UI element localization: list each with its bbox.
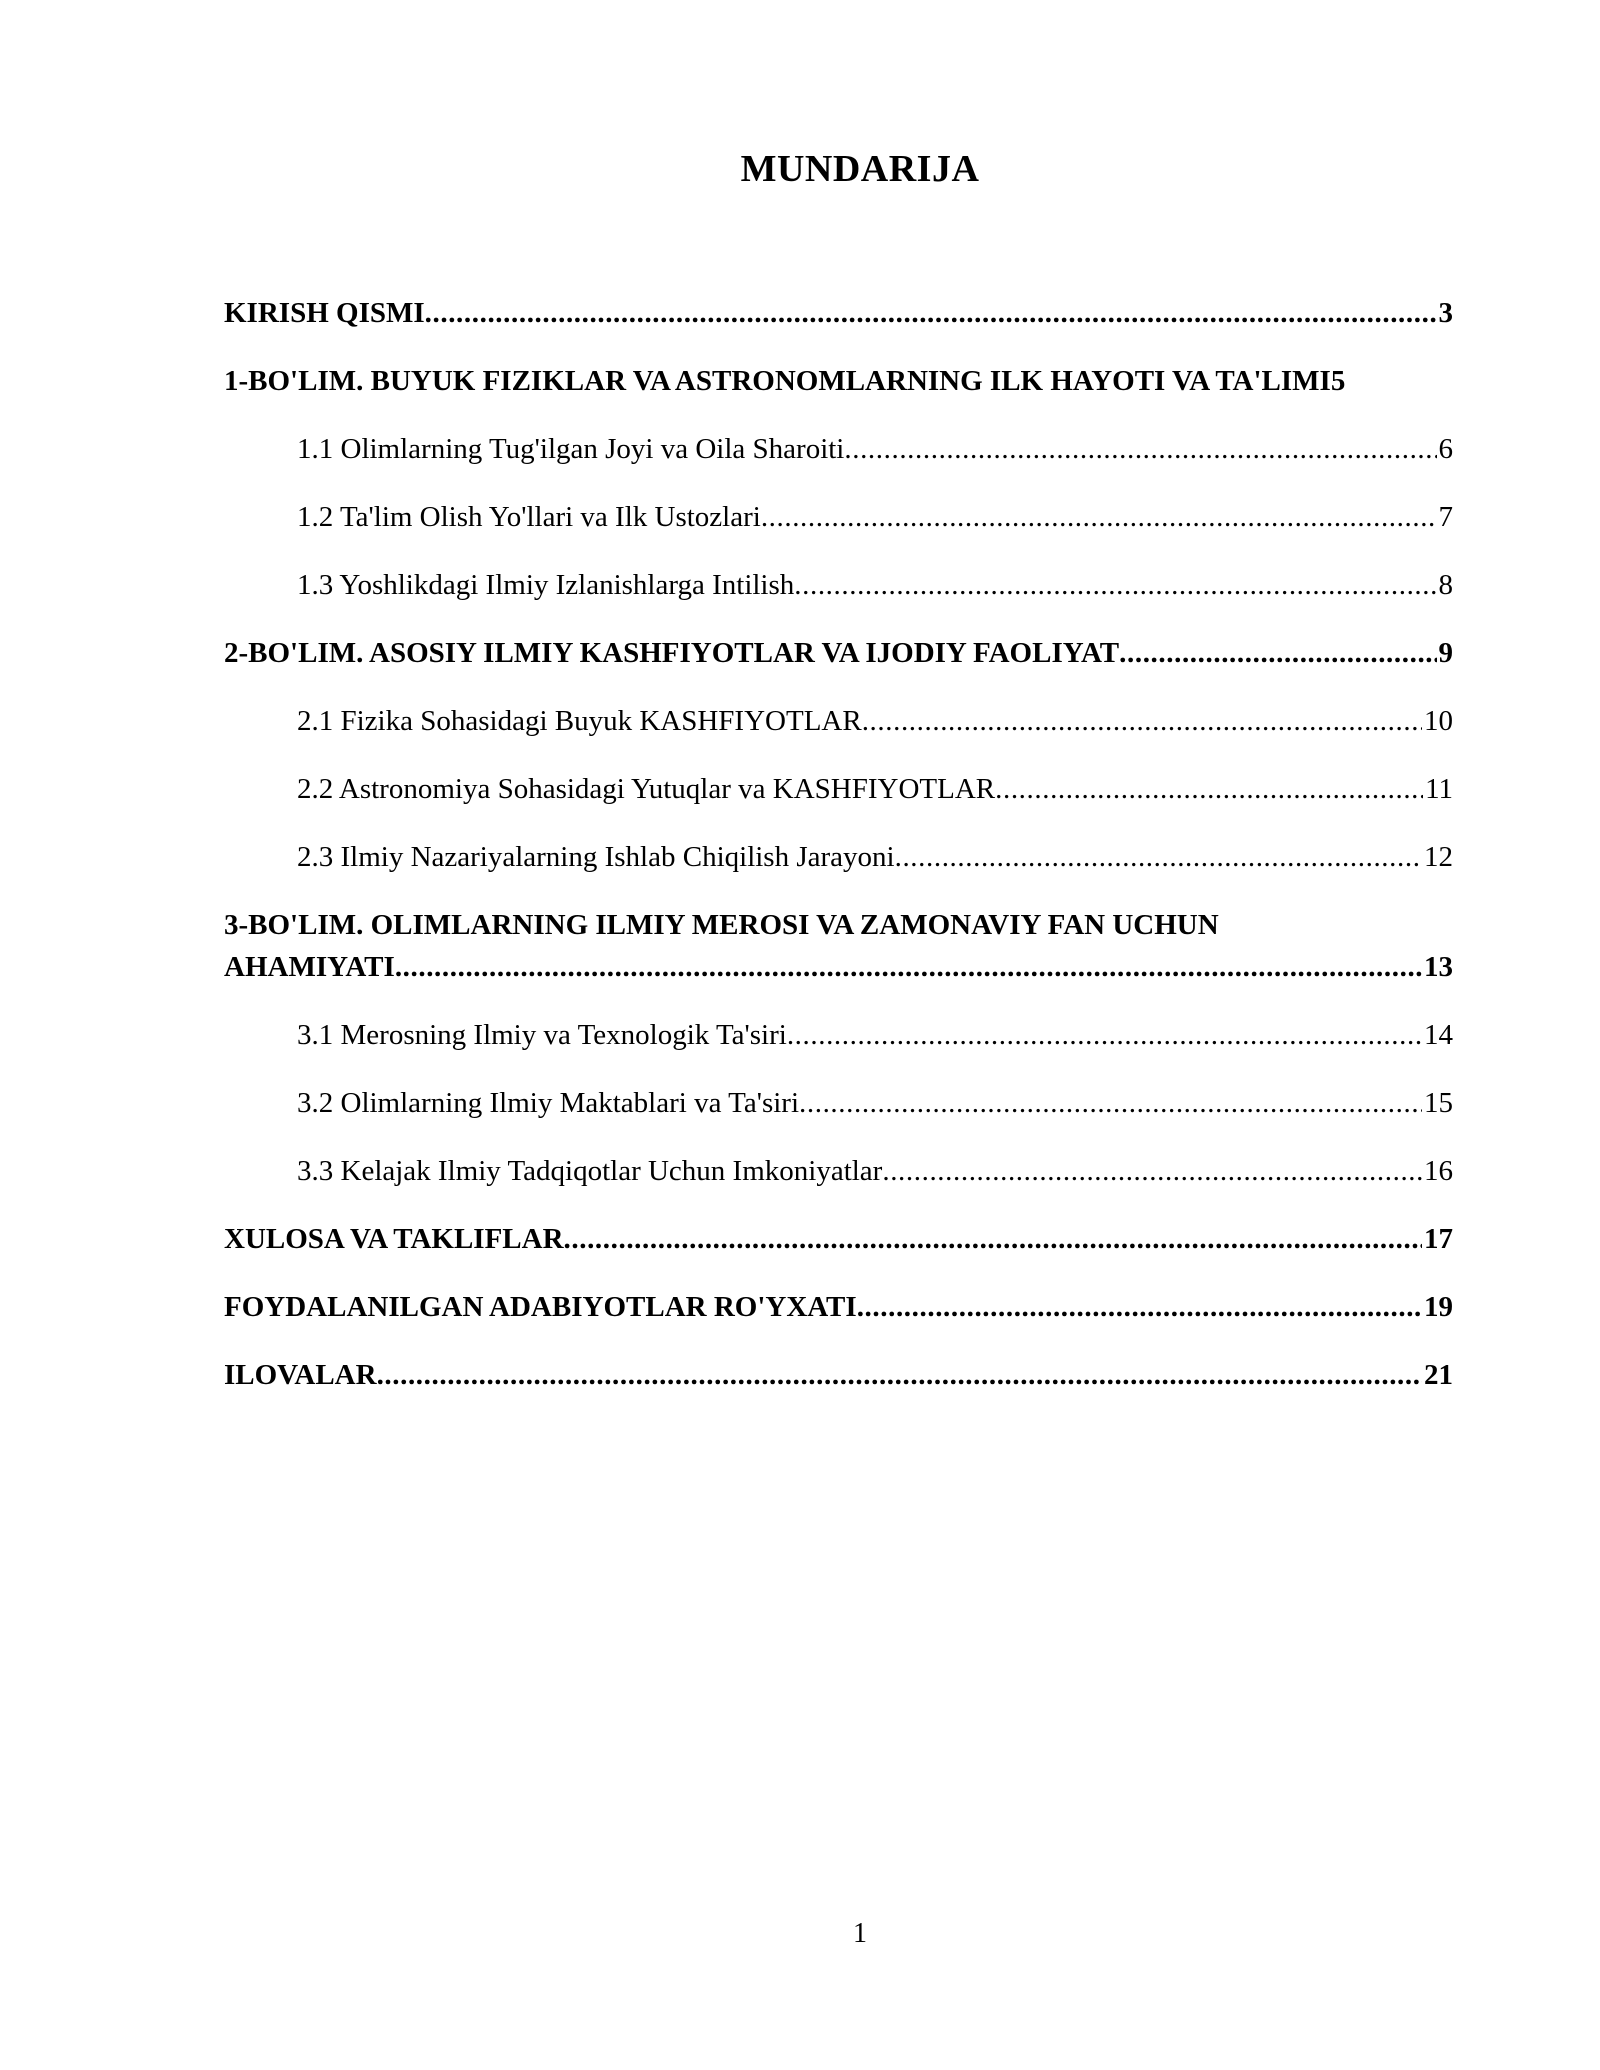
dot-leader bbox=[787, 1014, 1422, 1056]
toc-entry-chapter-3[interactable] bbox=[224, 904, 1453, 988]
dot-leader bbox=[425, 292, 1437, 334]
dot-leader bbox=[564, 1218, 1422, 1260]
toc-page-number: 21 bbox=[1424, 1359, 1453, 1391]
toc-page-number: 15 bbox=[1424, 1087, 1453, 1119]
dot-leader bbox=[862, 700, 1422, 742]
toc-entry-label: 2.1 Fizika Sohasidagi Buyuk KASHFIYOTLAR bbox=[297, 705, 862, 737]
page-number-footer: 1 bbox=[853, 1918, 867, 1949]
toc-page-number: 17 bbox=[1424, 1223, 1453, 1255]
toc-page-number: 14 bbox=[1424, 1019, 1453, 1051]
toc-page-number: 9 bbox=[1438, 637, 1453, 669]
dot-leader bbox=[395, 946, 1422, 988]
toc-entry-label: 1.2 Ta'lim Olish Yo'llari va Ilk Ustozlari bbox=[297, 501, 761, 533]
dot-leader bbox=[844, 428, 1436, 470]
toc-page-number: 19 bbox=[1424, 1291, 1453, 1323]
toc-entry-adabiyotlar[interactable] bbox=[224, 1286, 1453, 1328]
toc-entry-label: 2-BO'LIM. ASOSIY ILMIY KASHFIYOTLAR VA IJODIY FAOLIYAT bbox=[224, 637, 1120, 669]
toc-entry-label: KIRISH QISMI bbox=[224, 297, 425, 329]
toc-page-number: 8 bbox=[1438, 569, 1453, 601]
toc-entry-section-3-2[interactable] bbox=[224, 1082, 1453, 1124]
toc-entry-label: 1-BO'LIM. BUYUK FIZIKLAR VA ASTRONOMLARNING ILK HAYOTI VA TA'LIMI bbox=[224, 365, 1331, 397]
toc-page-number: 3 bbox=[1438, 297, 1453, 329]
toc-entry-label: XULOSA VA TAKLIFLAR bbox=[224, 1223, 564, 1255]
toc-entry-section-2-3[interactable] bbox=[224, 836, 1453, 878]
dot-leader bbox=[857, 1286, 1422, 1328]
toc-page-number: 16 bbox=[1424, 1155, 1453, 1187]
toc-entry-section-1-2[interactable] bbox=[224, 496, 1453, 538]
toc-page-number: 5 bbox=[1330, 365, 1346, 397]
table-of-contents bbox=[224, 292, 1453, 1422]
toc-page-number: 10 bbox=[1424, 705, 1453, 737]
toc-entry-chapter-2[interactable] bbox=[224, 632, 1453, 674]
toc-page-number: 6 bbox=[1438, 433, 1453, 465]
toc-entry-section-2-1[interactable] bbox=[224, 700, 1453, 742]
toc-entry-label: 2.2 Astronomiya Sohasidagi Yutuqlar va KASHFIYOTLAR bbox=[297, 773, 996, 805]
toc-entry-section-1-1[interactable] bbox=[224, 428, 1453, 470]
toc-entry-chapter-1[interactable] bbox=[224, 360, 1453, 402]
toc-entry-label: 3.2 Olimlarning Ilmiy Maktablari va Ta'siri bbox=[297, 1087, 800, 1119]
dot-leader bbox=[995, 768, 1423, 810]
toc-entry-label: ILOVALAR bbox=[224, 1359, 377, 1391]
toc-entry-label-line-1: 3-BO'LIM. OLIMLARNING ILMIY MEROSI VA ZAMONAVIY FAN UCHUN bbox=[224, 909, 1219, 941]
toc-entry-label: 3.3 Kelajak Ilmiy Tadqiqotlar Uchun Imkoniyatlar bbox=[297, 1155, 883, 1187]
toc-entry-ilovalar[interactable] bbox=[224, 1354, 1453, 1396]
dot-leader bbox=[377, 1354, 1422, 1396]
toc-entry-label: 3.1 Merosning Ilmiy va Texnologik Ta'siri bbox=[297, 1019, 787, 1051]
toc-page-number: 12 bbox=[1424, 841, 1453, 873]
toc-entry-label: 1.3 Yoshlikdagi Ilmiy Izlanishlarga Intilish bbox=[297, 569, 795, 601]
toc-entry-kirish[interactable] bbox=[224, 292, 1453, 334]
toc-entry-label: FOYDALANILGAN ADABIYOTLAR RO'YXATI bbox=[224, 1291, 857, 1323]
toc-entry-section-2-2[interactable] bbox=[224, 768, 1453, 810]
toc-entry-label-line-2: AHAMIYATI bbox=[224, 951, 395, 983]
dot-leader bbox=[761, 496, 1437, 538]
toc-entry-label: 2.3 Ilmiy Nazariyalarning Ishlab Chiqilish Jarayoni bbox=[297, 841, 895, 873]
dot-leader bbox=[1119, 632, 1436, 674]
page-title: MUNDARIJA bbox=[740, 148, 980, 190]
dot-leader bbox=[895, 836, 1422, 878]
dot-leader bbox=[882, 1150, 1422, 1192]
toc-entry-section-3-3[interactable] bbox=[224, 1150, 1453, 1192]
dot-leader bbox=[799, 1082, 1422, 1124]
toc-entry-section-3-1[interactable] bbox=[224, 1014, 1453, 1056]
dot-leader bbox=[794, 564, 1436, 606]
toc-entry-label: 1.1 Olimlarning Tug'ilgan Joyi va Oila Sharoiti bbox=[297, 433, 845, 465]
toc-entry-section-1-3[interactable] bbox=[224, 564, 1453, 606]
toc-entry-xulosa[interactable] bbox=[224, 1218, 1453, 1260]
toc-page-number: 7 bbox=[1438, 501, 1453, 533]
toc-page-number: 11 bbox=[1425, 773, 1453, 805]
toc-page-number: 13 bbox=[1424, 951, 1453, 983]
